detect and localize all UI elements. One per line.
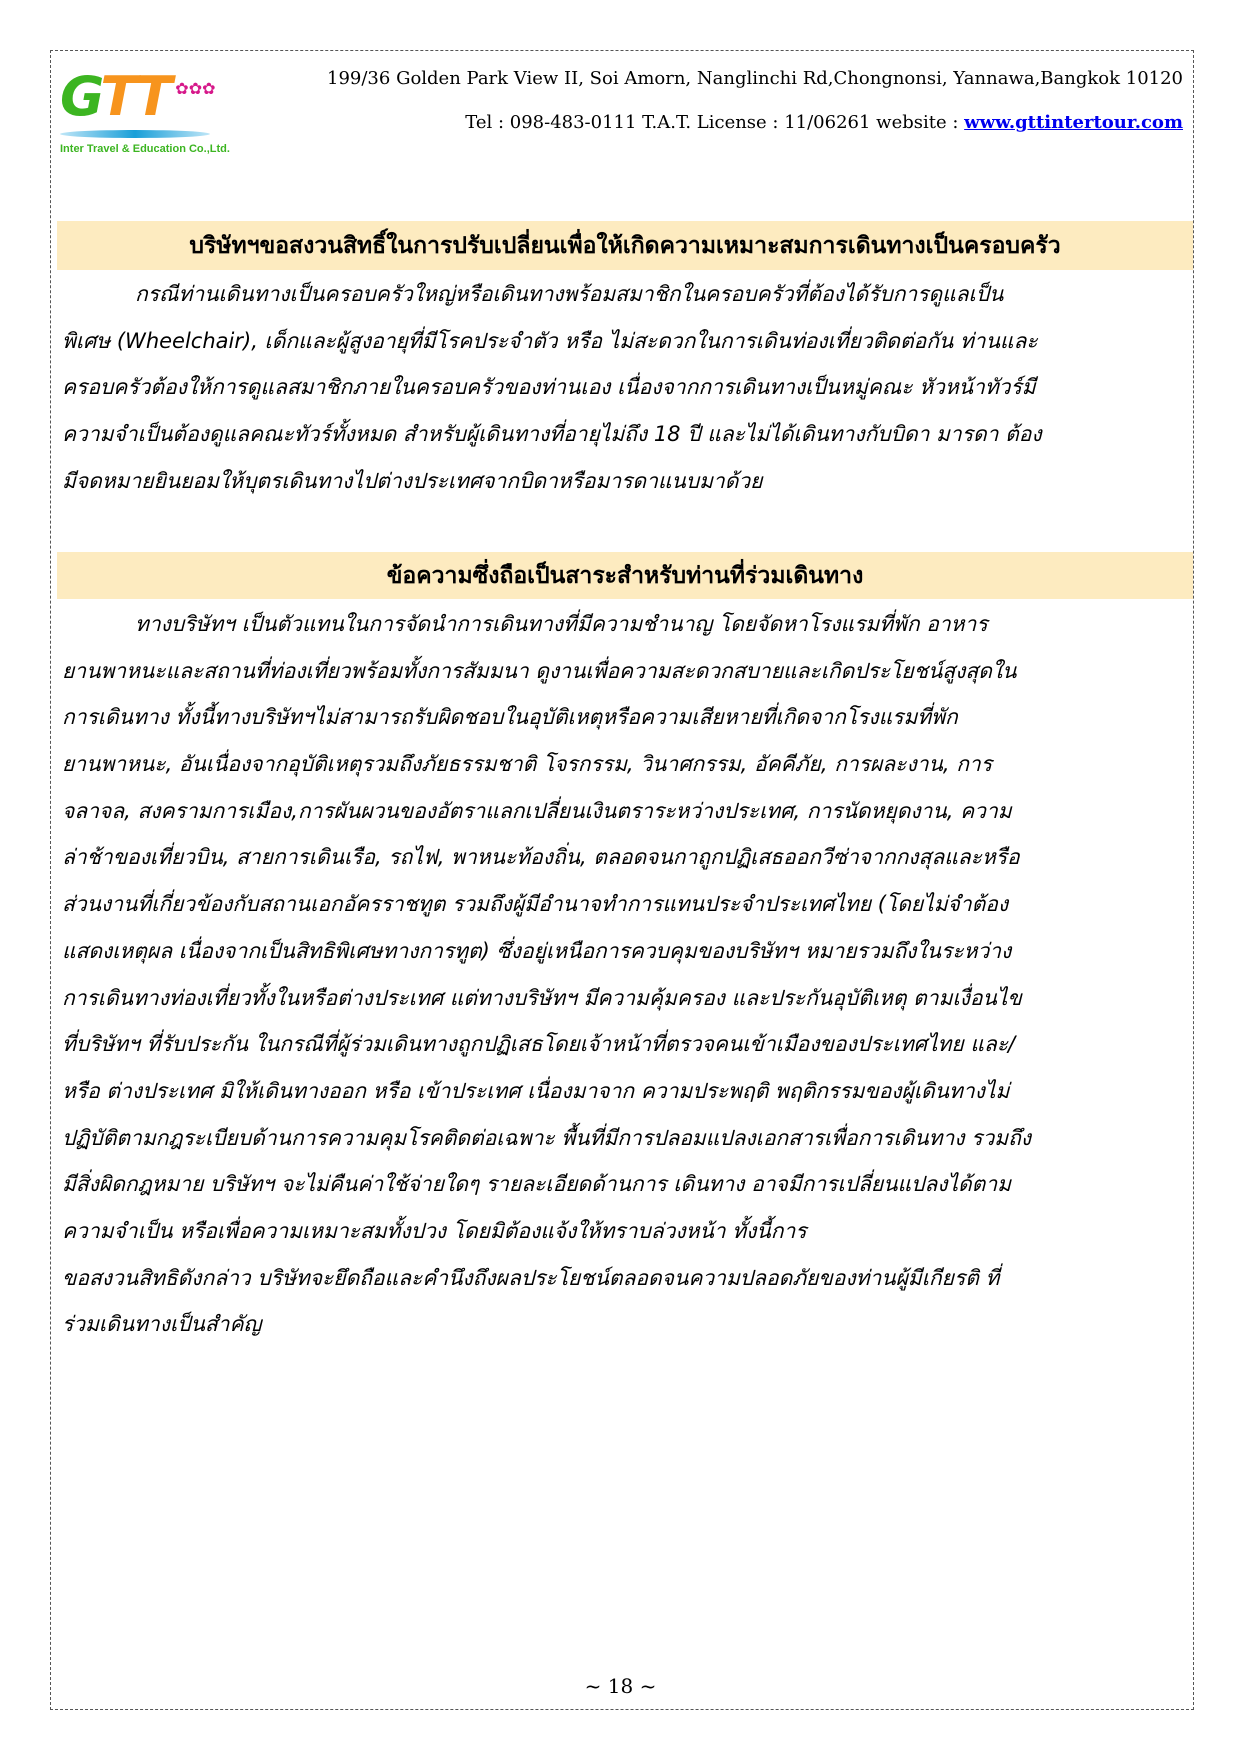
logo-row	[60, 66, 216, 128]
paragraph-line: พิเศษ (Wheelchair), เด็กและผู้สูงอายุที่มีโรคประจำตัว หรือ ไม่สะดวกในการเดินท่องเที่ยวติดต่อกัน ท่านและ	[62, 328, 1038, 353]
section-heading: บริษัทฯขอสงวนสิทธิ์ในการปรับเปลี่ยนเพื่อให้เกิดความเหมาะสมการเดินทางเป็นครอบครัว	[57, 221, 1193, 270]
flower-icon: ✿✿✿	[175, 79, 216, 98]
section-paragraph	[62, 271, 1192, 504]
paragraph-line: ความจำเป็น หรือเพื่อความเหมาะสมทั้งปวง โดยมิต้องแจ้งให้ทราบล่วงหน้า ทั้งนี้การ	[62, 1218, 807, 1243]
contact-line	[465, 112, 1183, 133]
paragraph-line: การเดินทาง ทั้งนี้ทางบริษัทฯไม่สามารถรับผิดชอบในอุบัติเหตุหรือความเสียหายที่เกิดจากโรงแรมที่พัก	[62, 705, 958, 730]
tel-license-text: Tel : 098-483-0111 T.A.T. License : 11/06261 website :	[465, 112, 965, 133]
website-link[interactable]: www.gttintertour.com	[964, 112, 1183, 133]
paragraph-line: หรือ ต่างประเทศ มิให้เดินทางออก หรือ เข้าประเทศ เนื่องมาจาก ความประพฤติ พฤติกรรมของผู้เดินทางไม่	[62, 1078, 1010, 1103]
paragraph-line: กรณีท่านเดินทางเป็นครอบครัวใหญ่หรือเดินทางพร้อมสมาชิกในครอบครัวที่ต้องได้รับการดูแลเป็น	[135, 282, 1004, 306]
paragraph-line: มีสิ่งผิดกฎหมาย บริษัทฯ จะไม่คืนค่าใช้จ่ายใดๆ รายละเอียดด้านการ เดินทาง อาจมีการเปลี่ยนแปลงได้ตาม	[62, 1172, 1011, 1197]
paragraph-line: แสดงเหตุผล เนื่องจากเป็นสิทธิพิเศษทางการทูต) ซึ่งอยู่เหนือการควบคุมของบริษัทฯ หมายรวมถึงในระหว่าง	[62, 938, 1012, 963]
paragraph-line: ขอสงวนสิทธิดังกล่าว บริษัทจะยึดถือและคำนึงถึงผลประโยชน์ตลอดจนความปลอดภัยของท่านผู้มีเกียรติ ที่	[62, 1265, 1000, 1290]
paragraph-line: ที่บริษัทฯ ที่รับประกัน ในกรณีที่ผู้ร่วมเดินทางถูกปฏิเสธโดยเจ้าหน้าที่ตรวจคนเข้าเมืองของประเทศไทย และ/	[62, 1032, 1016, 1057]
paragraph-line: ทางบริษัทฯ เป็นตัวแทนในการจัดนำการเดินทางที่มีความชำนาญ โดยจัดหาโรงแรมที่พัก อาหาร	[135, 612, 988, 636]
paragraph-line: มีจดหมายยินยอมให้บุตรเดินทางไปต่างประเทศจากบิดาหรือมารดาแนบมาด้วย	[62, 468, 763, 493]
company-logo	[60, 66, 230, 156]
logo-subtitle: Inter Travel & Education Co.,Ltd.	[60, 143, 230, 155]
logo-mark: GTT	[60, 65, 170, 128]
wave-icon	[60, 130, 210, 138]
paragraph-line: ส่วนงานที่เกี่ยวข้องกับสถานเอกอัครราชทูต รวมถึงผู้มีอำนาจทำการแทนประจำประเทศไทย (โดยไม่จำต้อง	[62, 892, 1009, 917]
section-paragraph	[62, 601, 1192, 1348]
company-address: 199/36 Golden Park View II, Soi Amorn, Nanglinchi Rd,Chongnonsi, Yannawa,Bangkok 10120	[327, 68, 1183, 89]
paragraph-line: ยานพาหนะ, อันเนื่องจากอุบัติเหตุรวมถึงภัยธรรมชาติ โจรกรรม, วินาศกรรม, อัคคีภัย, การผละงาน, การ	[62, 752, 992, 777]
paragraph-line: ครอบครัวต้องให้การดูแลสมาชิกภายในครอบครัวของท่านเอง เนื่องจากการเดินทางเป็นหมู่คณะ หัวหน้าทัวร์มี	[62, 375, 1036, 400]
paragraph-line: ยานพาหนะและสถานที่ท่องเที่ยวพร้อมทั้งการสัมมนา ดูงานเพื่อความสะดวกสบายและเกิดประโยชน์สูงสุดใน	[62, 658, 1017, 683]
page-number: ~ 18 ~	[584, 1674, 657, 1698]
section-heading: ข้อความซึ่งถือเป็นสาระสำหรับท่านที่ร่วมเดินทาง	[57, 552, 1193, 599]
paragraph-line: ปฏิบัติตามกฎระเบียบด้านการความคุมโรคติดต่อเฉพาะ พื้นที่มีการปลอมแปลงเอกสารเพื่อการเดินทาง รวมถึง	[62, 1125, 1032, 1150]
paragraph-line: ล่าช้าของเที่ยวบิน, สายการเดินเรือ, รถไฟ, พาหนะท้องถิ่น, ตลอดจนกาถูกปฏิเสธออกวีซ่าจากกงสุลและหรือ	[62, 845, 1020, 870]
paragraph-line: ร่วมเดินทางเป็นสำคัญ	[62, 1312, 262, 1337]
paragraph-line: จลาจล, สงครามการเมือง,การผันผวนของอัตราแลกเปลี่ยนเงินตราระหว่างประเทศ, การนัดหยุดงาน, ความ	[62, 798, 1012, 823]
paragraph-line: ความจำเป็นต้องดูแลคณะทัวร์ทั้งหมด สำหรับผู้เดินทางที่อายุไม่ถึง 18 ปี และไม่ได้เดินทางกับบิดา มารดา ต้อง	[62, 422, 1042, 447]
paragraph-line: การเดินทางท่องเที่ยวทั้งในหรือต่างประเทศ แต่ทางบริษัทฯ มีความคุ้มครอง และประกันอุบัติเหตุ ตามเงื่อนไข	[62, 985, 1022, 1010]
